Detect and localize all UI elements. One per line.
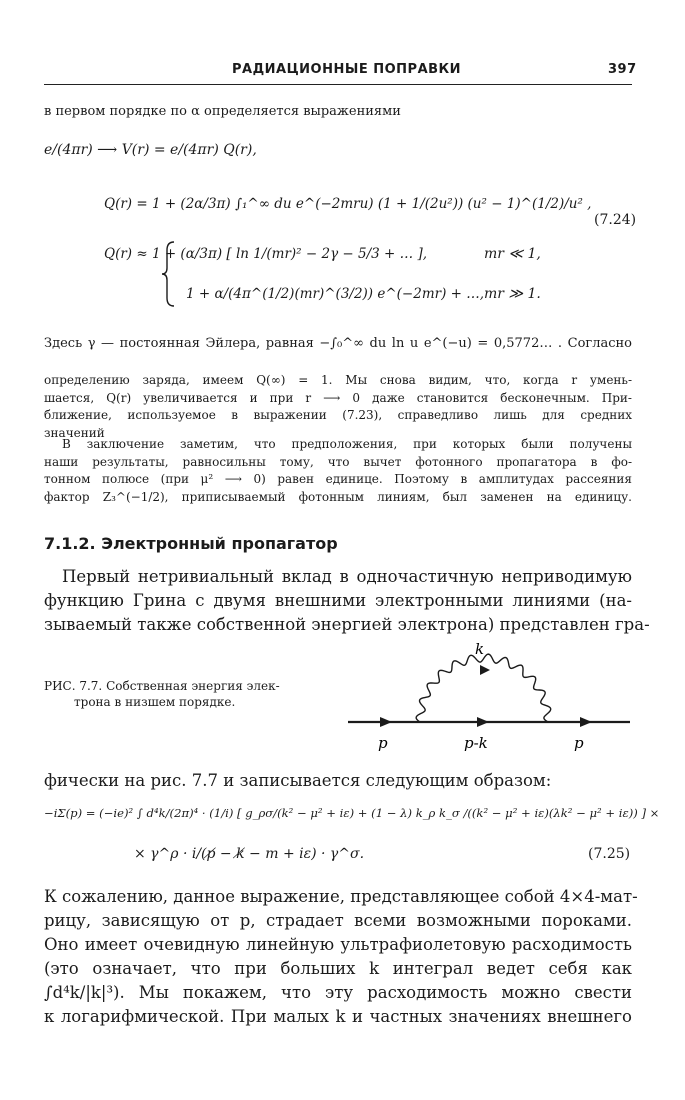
body-line: рицу, зависящую от p, страдает всеми возможными пороками. (44, 911, 632, 930)
intro-line: в первом порядке по α определяется выражениями (44, 104, 401, 119)
small-paragraph-line: ближение, используемое в выражении (7.23), справедливо лишь для средних (44, 408, 632, 422)
body-line: фически на рис. 7.7 и записывается следующим образом: (44, 771, 552, 790)
equation-q-large: 1 + α/(4π^(1/2)(mr)^(3/2)) e^(−2mr) + …, (186, 286, 485, 302)
equation-number-7-24: (7.24) (594, 212, 637, 228)
small-paragraph-line: тонном полюсе (при μ² ⟶ 0) равен единице. Поэтому в амплитудах рассеяния (44, 472, 632, 486)
page-number: 397 (608, 62, 637, 77)
body-line: ∫d⁴k/|k|³). Мы покажем, что эту расходимость можно свести (44, 983, 632, 1002)
equation-q-small-condition: mr ≪ 1, (484, 246, 541, 262)
small-paragraph-line: значений (44, 425, 105, 440)
body-line: функцию Грина с двумя внешними электронными линиями (на- (44, 591, 632, 610)
piecewise-brace (160, 240, 176, 308)
small-paragraph-line: В заключение заметим, что предположения, при которых были получены (62, 437, 632, 451)
small-paragraph-line: наши результаты, равносильны тому, что вычет фотонного пропагатора в фо- (44, 454, 632, 469)
figure-caption-line: РИС. 7.7. Собственная энергия элек- (44, 679, 280, 693)
section-heading: 7.1.2. Электронный пропагатор (44, 534, 338, 553)
label-p-left: p (378, 734, 388, 752)
equation-q-large-condition: mr ≫ 1. (484, 286, 541, 302)
equation-q-integral: Q(r) = 1 + (2α/3π) ∫₁^∞ du e^(−2mru) (1 + 1/(2u²)) (u² − 1)^(1/2)/u² , (104, 196, 592, 212)
running-header-title: РАДИАЦИОННЫЕ ПОПРАВКИ (232, 62, 462, 77)
equation-self-energy-line1: −iΣ(p) = (−ie)² ∫ d⁴k/(2π)⁴ · (1/i) [ g_ρσ/(k² − μ² + iε) + (1 − λ) k_ρ k_σ /((k² − μ² + iε)(λk² − μ² + iε)) ] × (44, 806, 660, 820)
label-k: k (475, 640, 485, 658)
small-paragraph-line: шается, Q(r) увеличивается и при r ⟶ 0 даже становится бесконечным. При- (44, 390, 632, 405)
equation-potential: e/(4πr) ⟶ V(r) = e/(4πr) Q(r), (44, 142, 257, 158)
body-line: Первый нетривиальный вклад в одночастичную неприводимую (62, 567, 632, 586)
body-line: (это означает, что при больших k интеграл ведет себя как (44, 959, 632, 978)
arrow-right (580, 717, 592, 727)
photon-arrow (480, 665, 490, 675)
header-rule (44, 84, 632, 85)
equation-q-small: Q(r) ≈ 1 + (α/3π) [ ln 1/(mr)² − 2γ − 5/3 + … ], (104, 246, 427, 262)
label-p-minus-k: p-k (464, 734, 488, 752)
small-paragraph-line: фактор Z₃^(−1/2), приписываемый фотонным линиям, был заменен на единицу. (44, 489, 632, 504)
photon-line (416, 654, 551, 722)
arrow-left (380, 717, 392, 727)
equation-self-energy-line2: × γ^ρ · i/(p̸ − k̸ − m + iε) · γ^σ. (134, 846, 365, 862)
equation-number-7-25: (7.25) (588, 846, 631, 862)
figure-caption-line: трона в низшем порядке. (74, 695, 236, 709)
feynman-diagram (340, 636, 636, 766)
euler-constant-line: Здесь γ — постоянная Эйлера, равная −∫₀^∞ du ln u e^(−u) = 0,5772… . Согласно (44, 336, 632, 351)
body-line: зываемый также собственной энергией электрона) представлен гра- (44, 615, 650, 634)
arrow-middle (477, 717, 489, 727)
small-paragraph-line: определению заряда, имеем Q(∞) = 1. Мы снова видим, что, когда r умень- (44, 373, 632, 387)
label-p-right: p (574, 734, 584, 752)
body-line: К сожалению, данное выражение, представляющее собой 4×4-мат- (44, 887, 638, 906)
body-line: Оно имеет очевидную линейную ультрафиолетовую расходимость (44, 935, 632, 954)
body-line: к логарифмической. При малых k и частных значениях внешнего (44, 1007, 632, 1026)
